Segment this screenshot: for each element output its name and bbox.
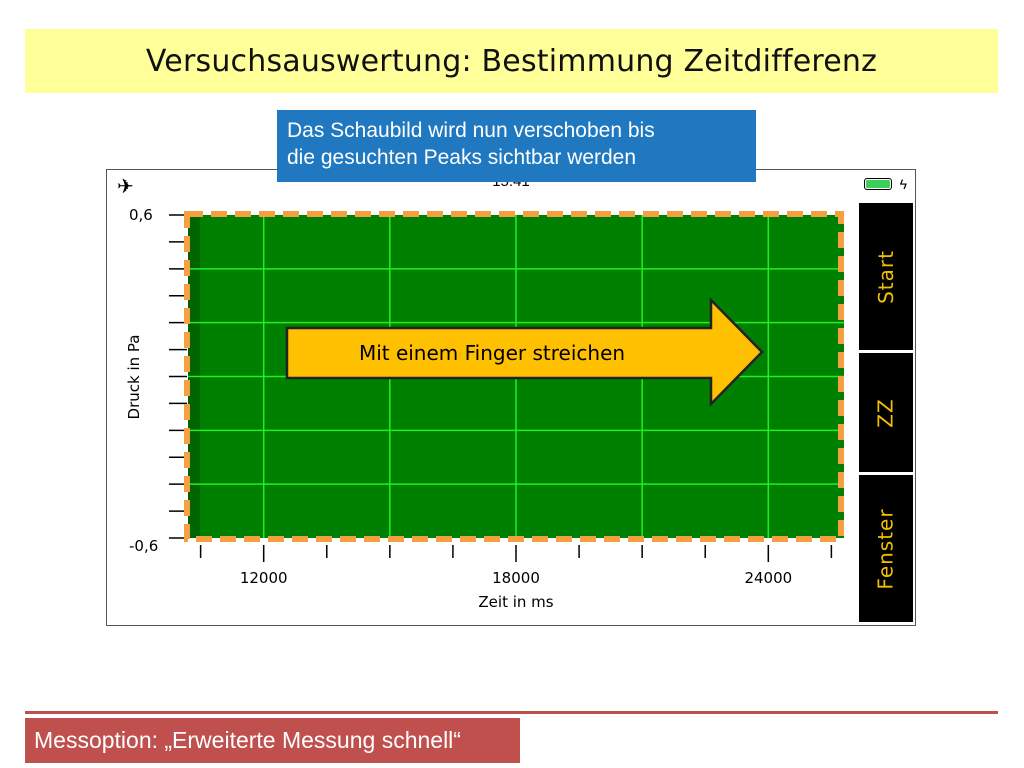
pressure-chart[interactable] bbox=[107, 170, 915, 625]
x-axis-ticks bbox=[201, 545, 832, 562]
instruction-callout bbox=[277, 110, 756, 182]
x-tick-label-2: 24000 bbox=[744, 569, 793, 587]
airplane-icon: ✈ bbox=[117, 176, 134, 198]
x-tick-label-1: 18000 bbox=[492, 569, 540, 587]
callout-line-1: Das Schaubild wird nun verschoben bis bbox=[287, 119, 655, 142]
measurement-option-badge bbox=[25, 718, 520, 763]
x-tick-labels bbox=[240, 569, 792, 587]
measurement-option-label: Messoption: „Erweiterte Messung schnell“ bbox=[34, 727, 461, 753]
y-tick-label-top: 0,6 bbox=[129, 206, 153, 224]
x-tick-label-0: 12000 bbox=[239, 569, 288, 587]
fenster-button[interactable] bbox=[859, 475, 913, 622]
title-bar bbox=[25, 29, 998, 93]
phone-screen bbox=[106, 169, 916, 626]
start-button[interactable] bbox=[859, 203, 913, 350]
callout-line-2: die gesuchten Peaks sichtbar werden bbox=[287, 146, 637, 169]
zz-button[interactable] bbox=[859, 353, 913, 472]
charging-icon: ϟ bbox=[899, 176, 907, 192]
y-axis-label: Druck in Pa bbox=[125, 334, 143, 420]
start-button-label: Start bbox=[873, 249, 898, 304]
fenster-button-label: Fenster bbox=[874, 507, 898, 590]
x-axis-label: Zeit in ms bbox=[478, 593, 554, 611]
footer-divider bbox=[25, 711, 998, 714]
zz-button-label: ZZ bbox=[874, 397, 898, 428]
y-tick-label-bottom: -0,6 bbox=[129, 537, 159, 555]
swipe-arrow-label: Mit einem Finger streichen bbox=[358, 341, 626, 365]
slide-title: Versuchsauswertung: Bestimmung Zeitdifferenz bbox=[145, 43, 878, 79]
